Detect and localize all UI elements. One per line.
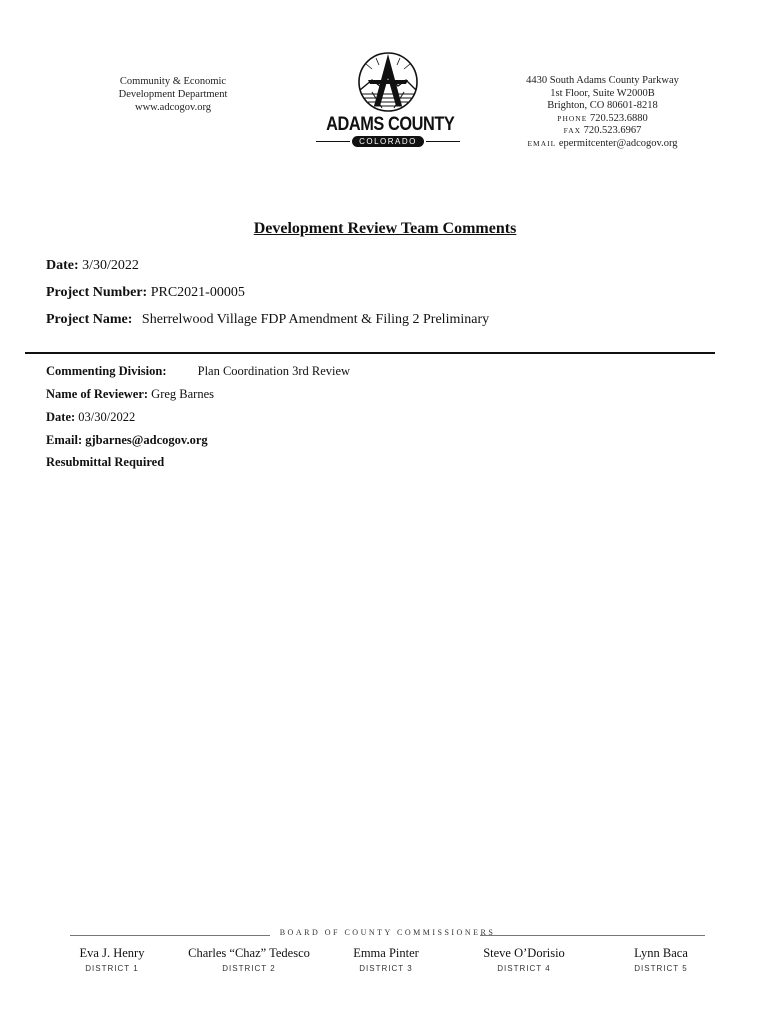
logo-state-badge: COLORADO	[352, 136, 424, 147]
commissioner-3	[336, 946, 436, 973]
board-title: BOARD OF COUNTY COMMISSIONERS	[279, 928, 496, 937]
commissioner-name: Lynn Baca	[634, 946, 688, 960]
commissioner-district: DISTRICT 4	[497, 964, 551, 973]
commissioner-name: Emma Pinter	[353, 946, 419, 960]
fax-number: 720.523.6967	[583, 125, 642, 136]
logo-rule-left	[316, 141, 350, 142]
reviewer-label: Name of Reviewer:	[46, 387, 149, 401]
department-website: www.adcogov.org	[134, 102, 211, 113]
email-label: EMAIL	[527, 138, 557, 148]
project-number-label: Project Number:	[46, 285, 148, 300]
reviewer-row	[46, 387, 214, 402]
fax-label: FAX	[563, 126, 582, 135]
commissioner-district: DISTRICT 2	[222, 964, 276, 973]
logo-county-name: ADAMS COUNTY	[326, 114, 455, 135]
date-row	[46, 258, 139, 274]
department-line-2: Development Department	[118, 89, 228, 100]
reviewer-email-value: gjbarnes@adcogov.org	[85, 433, 208, 447]
section-divider	[25, 352, 715, 354]
reviewer-value: Greg Barnes	[151, 387, 214, 401]
commissioner-district: DISTRICT 5	[634, 964, 688, 973]
project-name-row	[46, 312, 489, 328]
address-line-1: 4430 South Adams County Parkway	[526, 75, 679, 86]
commissioner-district: DISTRICT 1	[85, 964, 139, 973]
department-line-1: Community & Economic	[119, 76, 227, 87]
department-block	[98, 75, 248, 114]
project-name-value: Sherrelwood Village FDP Amendment & Filing 2 Preliminary	[141, 312, 490, 327]
review-date-label: Date:	[46, 410, 76, 424]
commissioner-district: DISTRICT 3	[359, 964, 413, 973]
commissioner-4	[470, 946, 578, 973]
project-number-row	[46, 285, 245, 301]
commissioner-name: Steve O’Dorisio	[483, 946, 565, 960]
project-name-label: Project Name:	[46, 312, 133, 327]
email-address: epermitcenter@adcogov.org	[558, 137, 678, 149]
logo-rule-right	[426, 141, 460, 142]
resubmittal-row	[46, 455, 164, 470]
commissioner-2	[174, 946, 324, 973]
reviewer-email-row	[46, 433, 208, 448]
address-line-2: 1st Floor, Suite W2000B	[550, 87, 655, 99]
fax-line	[505, 125, 700, 138]
review-date-value: 03/30/2022	[78, 410, 136, 424]
phone-label: PHONE	[557, 113, 588, 123]
commissioner-name: Eva J. Henry	[79, 946, 145, 960]
board-header	[70, 928, 705, 942]
resubmittal-text: Resubmittal Required	[46, 455, 165, 469]
project-number-value: PRC2021-00005	[150, 285, 245, 300]
address-block	[505, 75, 700, 150]
address-line-3: Brighton, CO 80601-8218	[547, 100, 658, 111]
email-line	[505, 138, 700, 151]
commissioner-1	[62, 946, 162, 973]
review-date-row	[46, 410, 135, 425]
phone-line	[505, 113, 700, 126]
phone-number: 720.523.6880	[589, 112, 648, 124]
document-title: Development Review Team Comments	[253, 220, 517, 237]
date-label: Date:	[46, 258, 79, 273]
division-label: Commenting Division:	[46, 364, 167, 378]
reviewer-email-label: Email:	[46, 433, 83, 447]
division-row	[46, 364, 350, 379]
commissioner-5	[614, 946, 708, 973]
commissioner-name: Charles “Chaz” Tedesco	[188, 946, 310, 960]
date-value: 3/30/2022	[82, 258, 139, 273]
division-value: Plan Coordination 3rd Review	[197, 364, 351, 378]
